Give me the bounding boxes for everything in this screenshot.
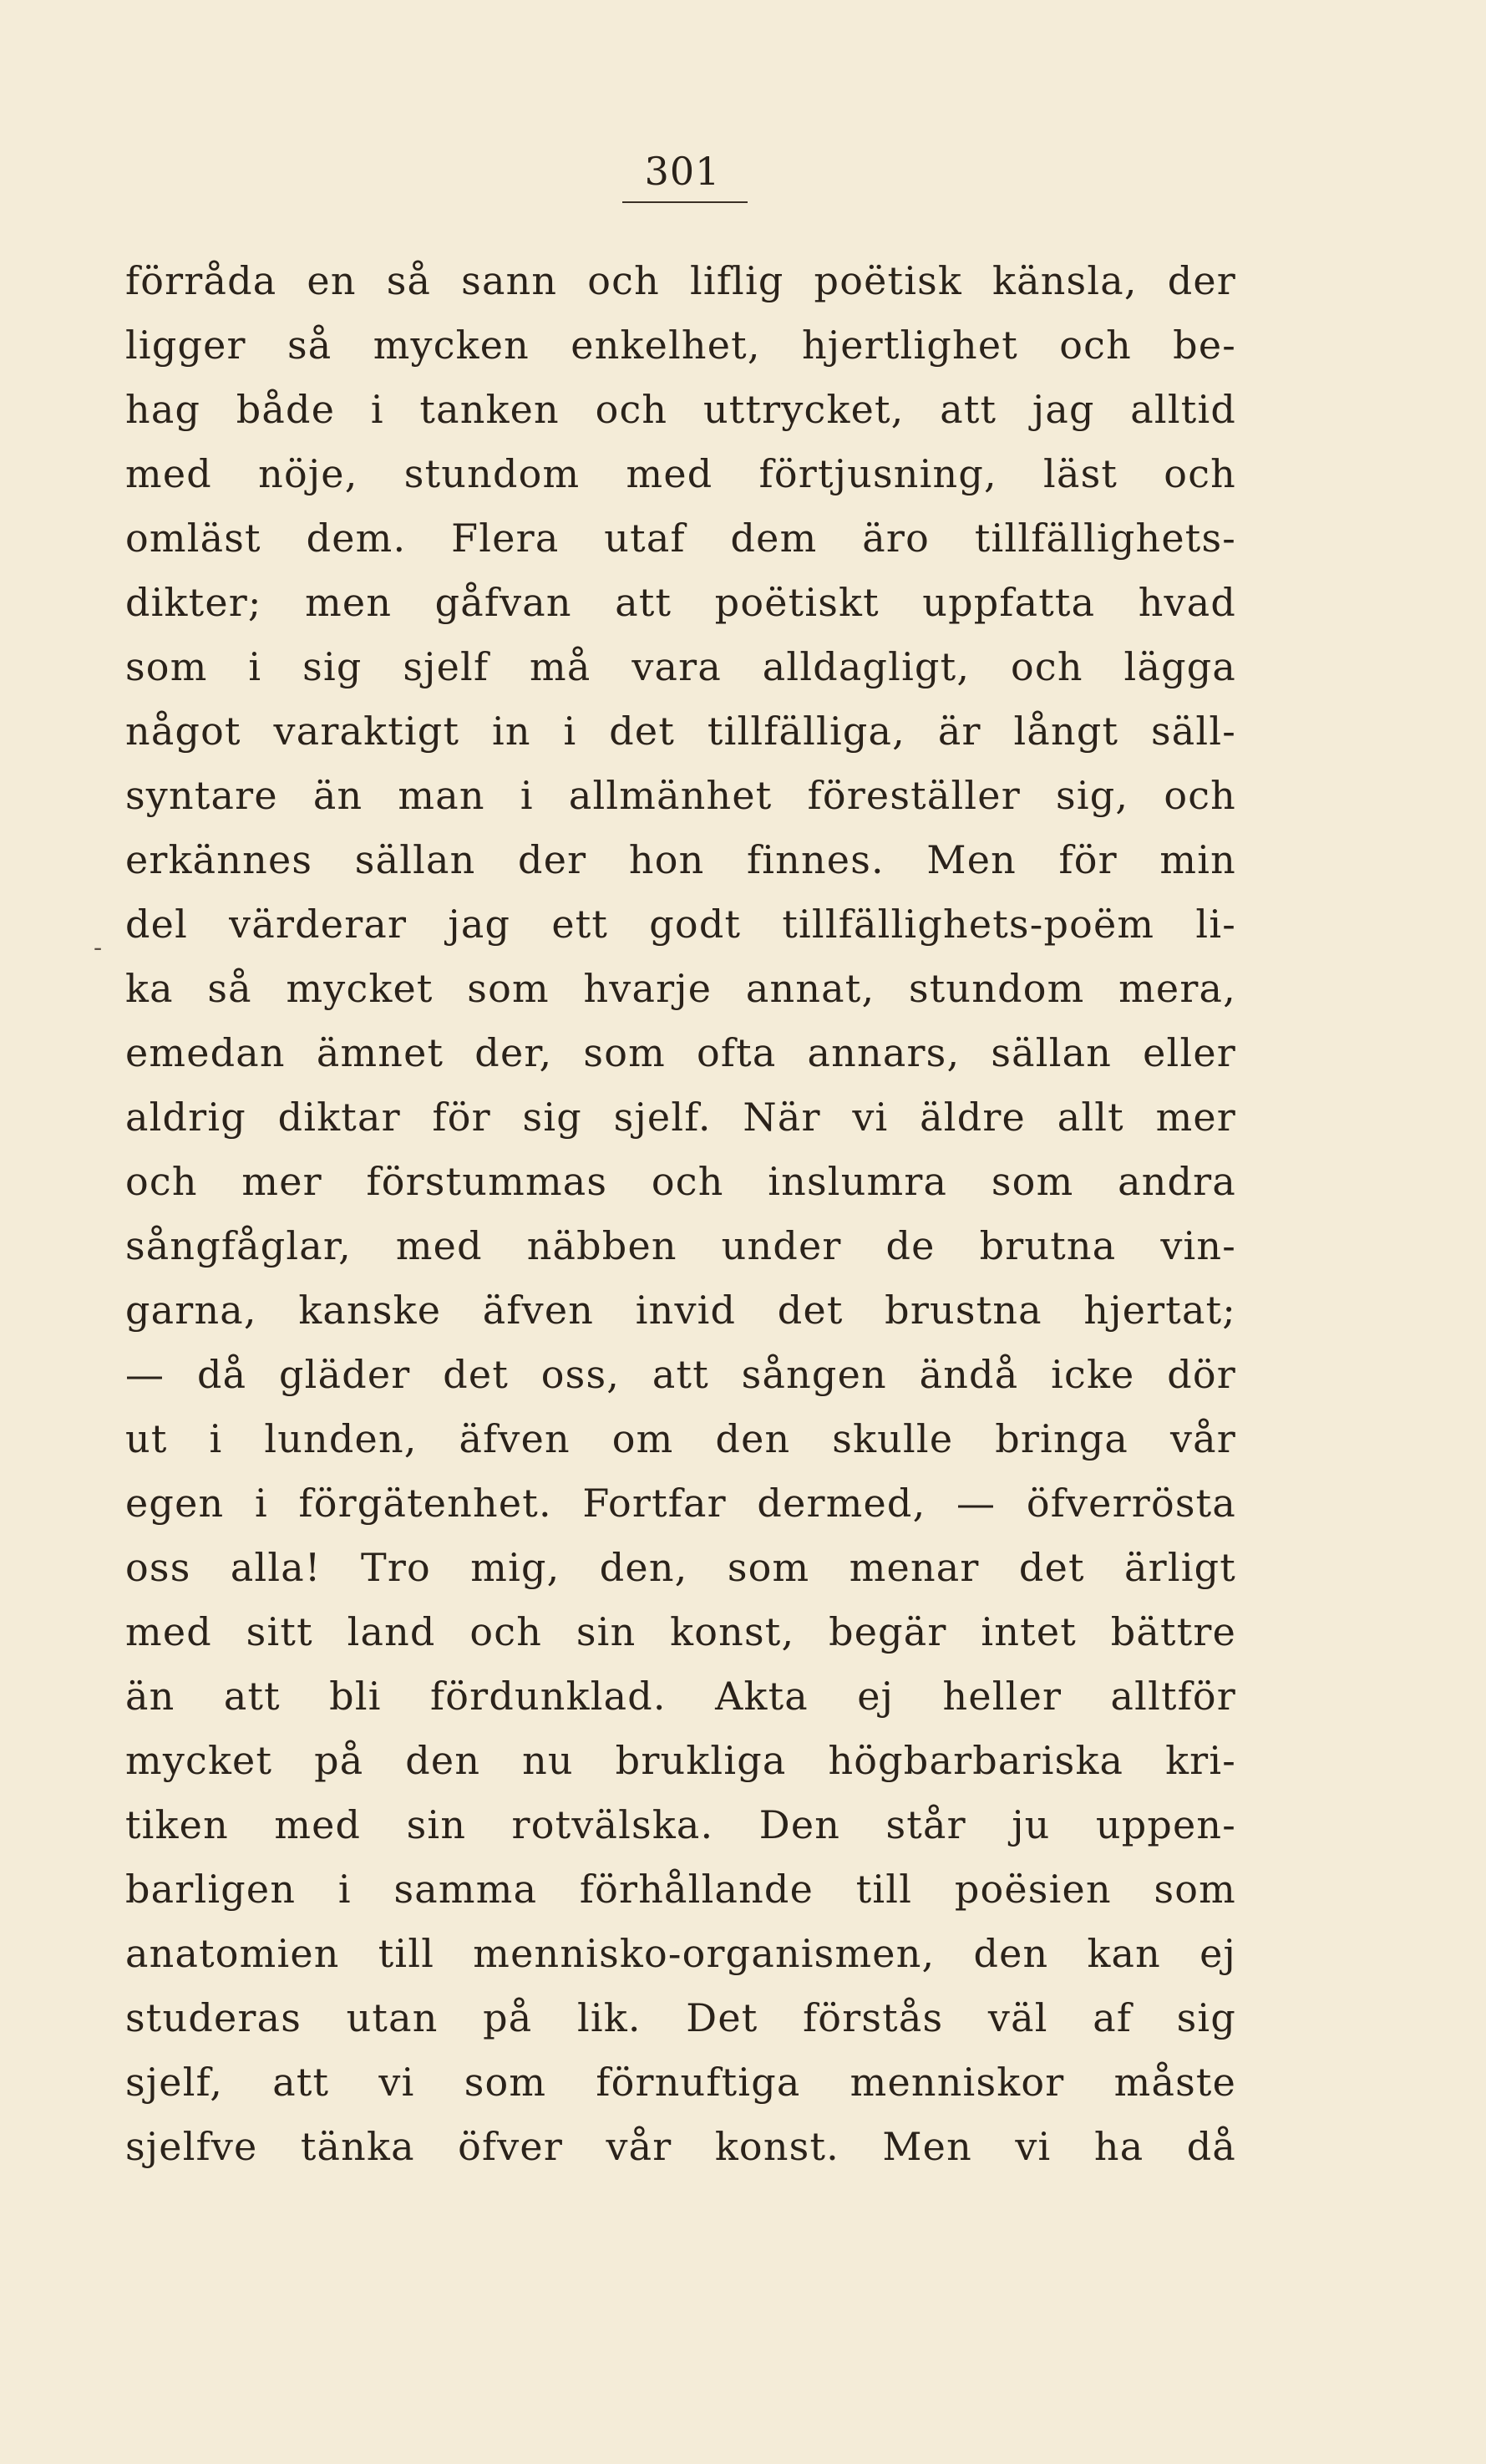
text-line: och mer förstummas och inslumra som andra [125, 1159, 1236, 1204]
text-line: barligen i samma förhållande till poësien som [125, 1867, 1236, 1912]
text-line: — då gläder det oss, att sången ändå icke dör [125, 1352, 1236, 1397]
text-line: mycket på den nu brukliga högbarbariska kri- [125, 1738, 1236, 1783]
text-line: med nöje, stundom med förtjusning, läst och [125, 451, 1236, 496]
text-line: oss alla! Tro mig, den, som menar det ärligt [125, 1545, 1236, 1590]
text-line: dikter; men gåfvan att poëtiskt uppfatta hvad [125, 580, 1236, 625]
text-line: som i sig sjelf må vara alldagligt, och lägga [125, 644, 1236, 689]
text-line: med sitt land och sin konst, begär intet bättre [125, 1609, 1236, 1654]
text-line: än att bli fördunklad. Akta ej heller alltför [125, 1674, 1236, 1719]
text-line: något varaktigt in i det tillfälliga, är långt säll- [125, 709, 1236, 754]
text-line: tiken med sin rotvälska. Den står ju uppen- [125, 1802, 1236, 1847]
text-line: garna, kanske äfven invid det brustna hjertat; [125, 1288, 1236, 1333]
text-line: emedan ämnet der, som ofta annars, sällan eller [125, 1030, 1236, 1075]
body-text [125, 249, 1236, 2179]
text-line: studeras utan på lik. Det förstås väl af sig [125, 1995, 1236, 2040]
text-line: del värderar jag ett godt tillfällighets-poëm li- [125, 902, 1236, 947]
text-line: aldrig diktar för sig sjelf. När vi äldre allt mer [125, 1095, 1236, 1140]
text-line: ut i lunden, äfven om den skulle bringa vår [125, 1416, 1236, 1461]
text-line: erkännes sällan der hon finnes. Men för min [125, 837, 1236, 882]
page-number: 301 [644, 149, 721, 194]
text-line: ka så mycket som hvarje annat, stundom mera, [125, 966, 1236, 1011]
text-line: sångfåglar, med näbben under de brutna vin- [125, 1223, 1236, 1268]
text-line: omläst dem. Flera utaf dem äro tillfällighets- [125, 516, 1236, 561]
text-line: anatomien till mennisko-organismen, den kan ej [125, 1931, 1236, 1976]
text-line: syntare än man i allmänhet föreställer sig, och [125, 773, 1236, 818]
text-line: förråda en så sann och liflig poëtisk känsla, der [125, 258, 1236, 303]
margin-mark: - [94, 933, 103, 963]
text-line: sjelfve tänka öfver vår konst. Men vi ha då [125, 2124, 1236, 2169]
text-line: sjelf, att vi som förnuftiga menniskor måste [125, 2060, 1236, 2105]
page-number-rule [622, 201, 748, 203]
text-line: ligger så mycken enkelhet, hjertlighet och be- [125, 323, 1236, 368]
text-line: egen i förgätenhet. Fortfar dermed, — öfverrösta [125, 1481, 1236, 1526]
text-line: hag både i tanken och uttrycket, att jag alltid [125, 387, 1236, 432]
